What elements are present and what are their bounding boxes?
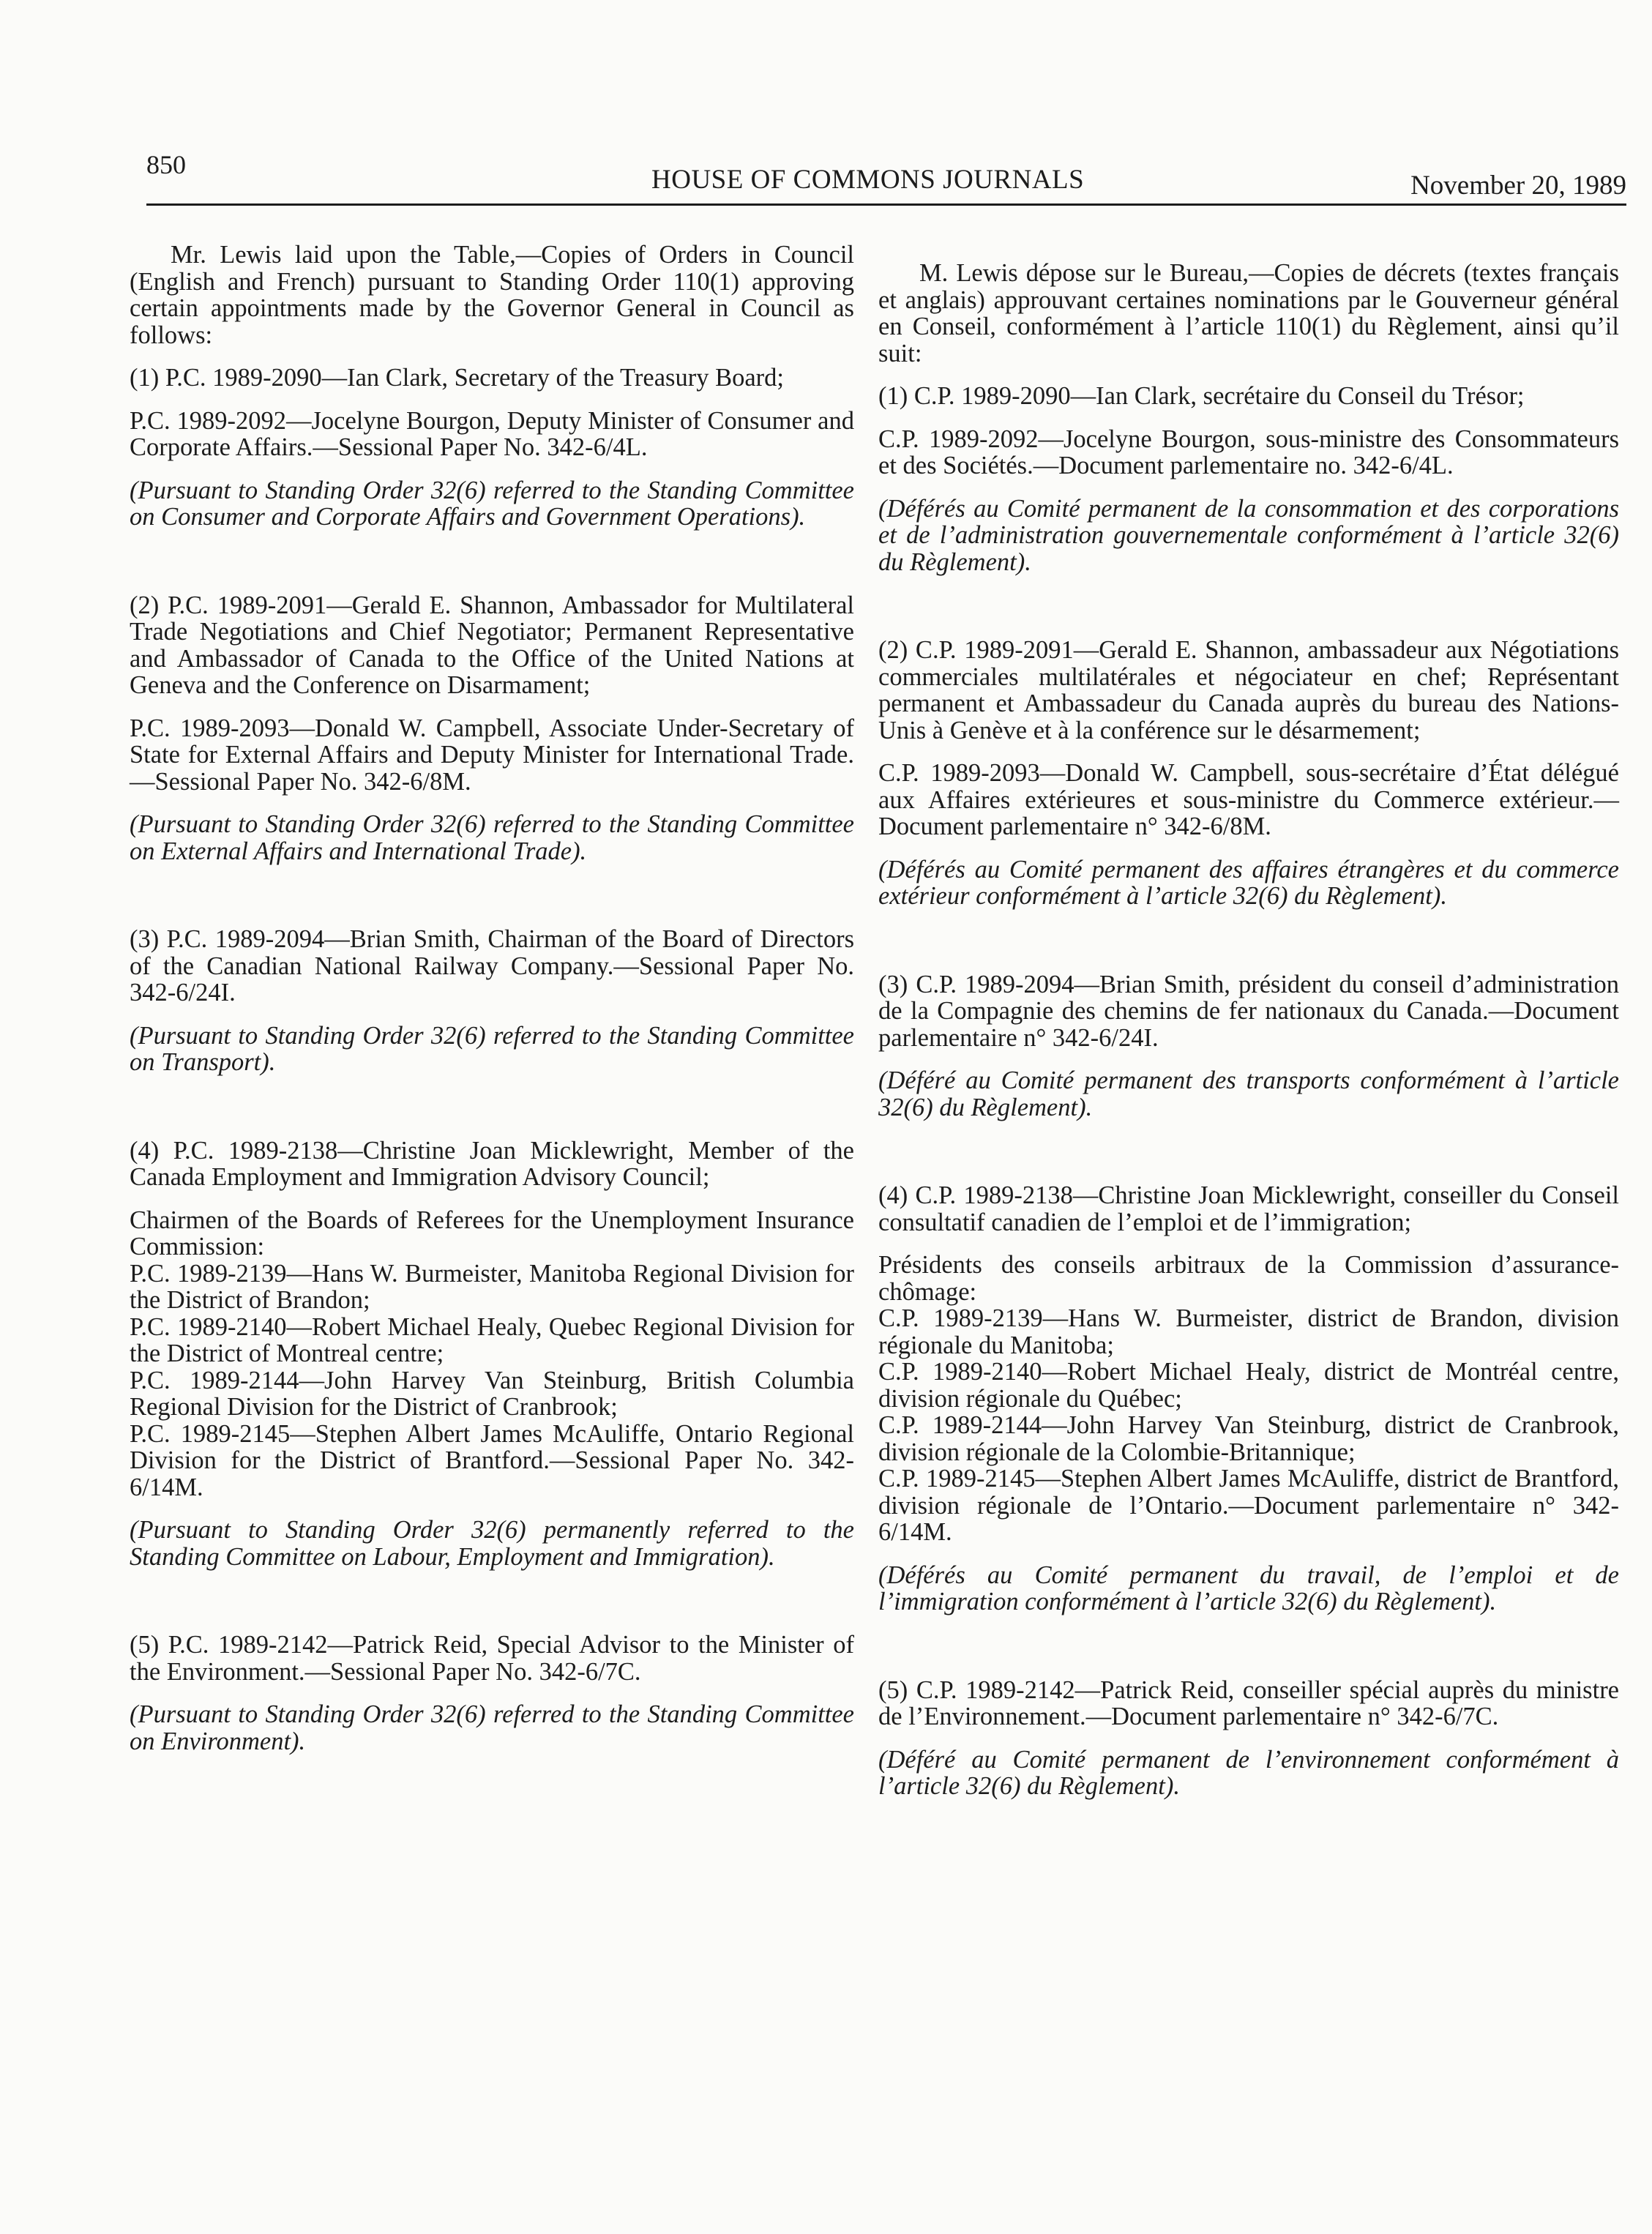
page-header: [146, 145, 1626, 206]
appointment-entry: (1) P.C. 1989-2090—Ian Clark, Secretary of the Treasury Board;: [130, 364, 784, 392]
appointment-entry: (3) P.C. 1989-2094—Brian Smith, Chairman of the Board of Directors of the Canadian National Railway Company.—Sessional Paper No. 342-6/24I.: [130, 925, 854, 1006]
referral-note: (Déféré au Comité permanent de l’environnement conformément à l’article 32(6) du Règlement).: [878, 1745, 1619, 1800]
appointment-entry: (5) P.C. 1989-2142—Patrick Reid, Special Advisor to the Minister of the Environment.—Sessional Paper No. 342-6/7C.: [130, 1631, 854, 1686]
appointment-entry: C.P. 1989-2144—John Harvey Van Steinburg, district de Cranbrook, division régionale de la Colombie-Britannique;: [878, 1411, 1619, 1466]
appointment-entry: (1) C.P. 1989-2090—Ian Clark, secrétaire du Conseil du Trésor;: [878, 382, 1525, 410]
english-column: [130, 242, 854, 1771]
appointment-entry: P.C. 1989-2093—Donald W. Campbell, Associate Under-Secretary of State for External Affairs and Deputy Minister for International Trade.—Sessional Paper No. 342-6/8M.: [130, 714, 854, 796]
page-number: 850: [146, 150, 186, 179]
appointment-entry: (4) C.P. 1989-2138—Christine Joan Micklewright, conseiller du Conseil consultatif canadien de l’emploi et de l’immigration;: [878, 1181, 1619, 1236]
referral-note: (Déférés au Comité permanent du travail, de l’emploi et de l’immigration conformément à l’article 32(6) du Règlement).: [878, 1561, 1619, 1615]
french-column: [878, 260, 1619, 1816]
page-date: November 20, 1989: [1410, 171, 1626, 201]
appointment-entry: (4) P.C. 1989-2138—Christine Joan Micklewright, Member of the Canada Employment and Immigration Advisory Council;: [130, 1136, 854, 1191]
referral-note: (Déféré au Comité permanent des transports conformément à l’article 32(6) du Règlement).: [878, 1066, 1619, 1121]
appointment-entry: (2) C.P. 1989-2091—Gerald E. Shannon, ambassadeur aux Négotiations commerciales multilatérales et négociateur en chef; Représentant permanent et Ambassadeur du Canada auprès du bureau des Nations-Unis à Genève et à la conférence sur le désarmement;: [878, 636, 1619, 744]
section-gap: [130, 547, 854, 592]
appointment-entry: P.C. 1989-2092—Jocelyne Bourgon, Deputy Minister of Consumer and Corporate Affairs.—Sessional Paper No. 342-6/4L.: [130, 406, 854, 461]
referral-note: (Pursuant to Standing Order 32(6) referred to the Standing Committee on External Affairs and International Trade).: [130, 810, 854, 865]
appointment-entry: P.C. 1989-2140—Robert Michael Healy, Quebec Regional Division for the District of Montreal centre;: [130, 1312, 854, 1367]
referral-note: (Pursuant to Standing Order 32(6) permanently referred to the Standing Committee on Labour, Employment and Immigration).: [130, 1516, 854, 1571]
section-gap: [878, 926, 1619, 971]
referral-note: (Déférés au Comité permanent des affaires étrangères et du commerce extérieur conformément à l’article 32(6) du Règlement).: [878, 855, 1619, 910]
appointment-entry: C.P. 1989-2139—Hans W. Burmeister, district de Brandon, division régionale du Manitoba;: [878, 1304, 1619, 1359]
appointment-entry: C.P. 1989-2093—Donald W. Campbell, sous-secrétaire d’État délégué aux Affaires extérieures et sous-ministre du Commerce extérieur.—Document parlementaire n° 342-6/8M.: [878, 759, 1619, 840]
section-gap: [878, 591, 1619, 637]
referral-note: (Déférés au Comité permanent de la consommation et des corporations et de l’administration gouvernementale conformément à l’article 32(6) du Règlement).: [878, 494, 1619, 576]
section-gap: [130, 1586, 854, 1632]
appointment-entry: C.P. 1989-2140—Robert Michael Healy, district de Montréal centre, division régionale du Québec;: [878, 1358, 1619, 1413]
referral-note: (Pursuant to Standing Order 32(6) referred to the Standing Committee on Consumer and Corporate Affairs and Government Operations).: [130, 476, 854, 531]
appointment-entry: C.P. 1989-2092—Jocelyne Bourgon, sous-ministre des Consommateurs et des Sociétés.—Document parlementaire no. 342-6/4L.: [878, 425, 1619, 479]
section-gap: [878, 1632, 1619, 1677]
intro-paragraph: Mr. Lewis laid upon the Table,—Copies of Orders in Council (English and French) pursuant to Standing Order 110(1) approving certain appointments made by the Governor General in Council as follows:: [130, 241, 854, 349]
section-gap: [130, 1092, 854, 1137]
appointment-entry: (3) C.P. 1989-2094—Brian Smith, président du conseil d’administration de la Compagnie des chemins de fer nationaux du Canada.—Document parlementaire n° 342-6/24I.: [878, 970, 1619, 1052]
appointment-heading: Chairmen of the Boards of Referees for the Unemployment Insurance Commission:: [130, 1206, 854, 1260]
appointment-entry: (5) C.P. 1989-2142—Patrick Reid, conseiller spécial auprès du ministre de l’Environnement.—Document parlementaire n° 342-6/7C.: [878, 1676, 1619, 1730]
journal-title: HOUSE OF COMMONS JOURNALS: [651, 165, 1085, 195]
appointment-entry: (2) P.C. 1989-2091—Gerald E. Shannon, Ambassador for Multilateral Trade Negotiations and Chief Negotiator; Permanent Representative and Ambassador of Canada to the Office of the United Nations at Geneva and the Conference on Disarmament;: [130, 591, 854, 699]
appointment-heading: Présidents des conseils arbitraux de la Commission d’assurance-chômage:: [878, 1251, 1619, 1306]
referral-note: (Pursuant to Standing Order 32(6) referred to the Standing Committee on Environment).: [130, 1700, 854, 1755]
appointment-entry: P.C. 1989-2144—John Harvey Van Steinburg, British Columbia Regional Division for the District of Cranbrook;: [130, 1366, 854, 1421]
appointment-entry: P.C. 1989-2145—Stephen Albert James McAuliffe, Ontario Regional Division for the District of Brantford.—Sessional Paper No. 342-6/14M.: [130, 1419, 854, 1501]
intro-paragraph: M. Lewis dépose sur le Bureau,—Copies de décrets (textes français et anglais) approuvant certaines nominations par le Gouverneur général en Conseil, conformément à l’article 110(1) du Règlement, ainsi qu’il suit:: [878, 259, 1619, 367]
section-gap: [130, 881, 854, 926]
appointment-entry: P.C. 1989-2139—Hans W. Burmeister, Manitoba Regional Division for the District of Brandon;: [130, 1259, 854, 1314]
appointment-entry: C.P. 1989-2145—Stephen Albert James McAuliffe, district de Brantford, division régionale de l’Ontario.—Document parlementaire n° 342-6/14M.: [878, 1465, 1619, 1546]
referral-note: (Pursuant to Standing Order 32(6) referred to the Standing Committee on Transport).: [130, 1021, 854, 1076]
section-gap: [878, 1137, 1619, 1182]
